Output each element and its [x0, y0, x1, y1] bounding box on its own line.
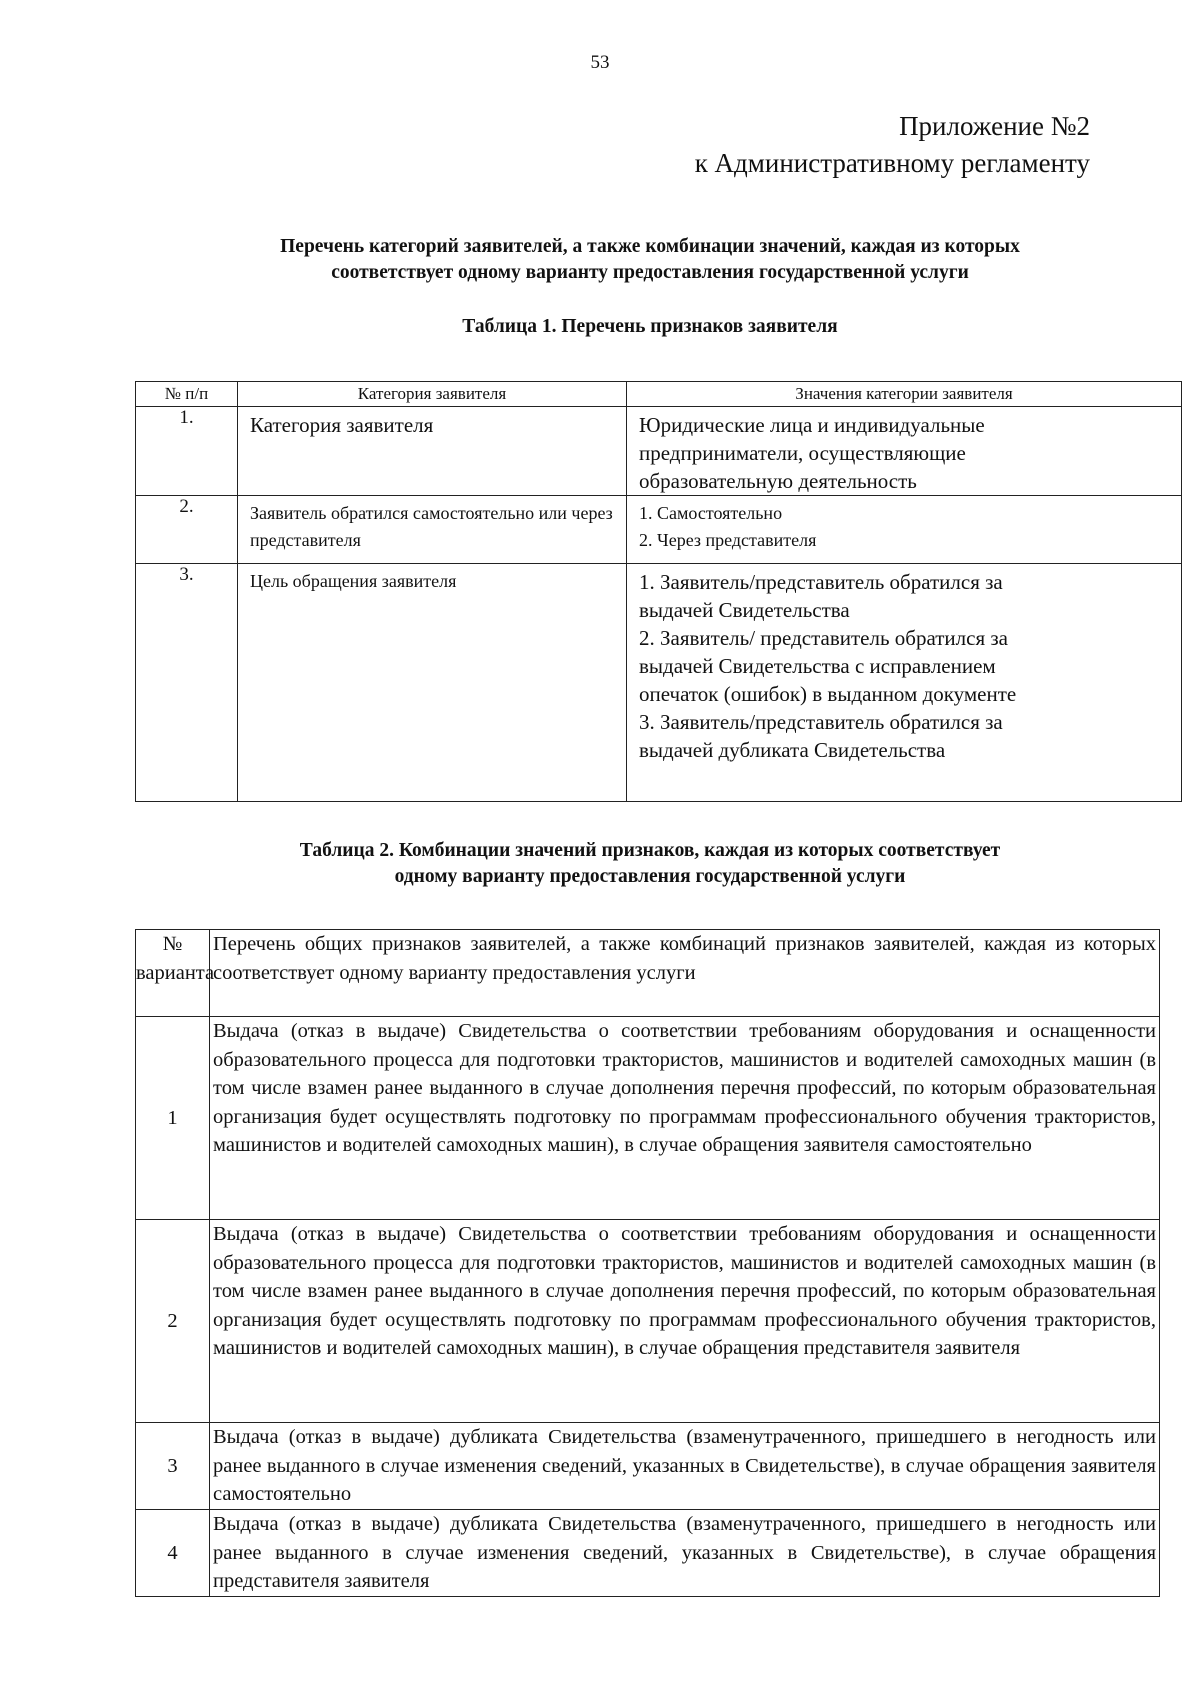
column-header-variant-number: № варианта [136, 930, 210, 1017]
service-variants-table [135, 929, 1160, 1597]
table2-title-line-2: одному варианту предоставления государственной услуги [394, 866, 906, 887]
table-row [136, 564, 1182, 802]
row-values [627, 564, 1182, 802]
appendix-label: Приложение №2 [899, 111, 1090, 141]
page-number: 53 [590, 52, 610, 73]
row-values [627, 407, 1182, 496]
value-line: Юридические лица и индивидуальные [639, 413, 985, 437]
variant-number: 4 [136, 1510, 210, 1597]
document-heading-line-1: Перечень категорий заявителей, а также комбинации значений, каждая из которых [280, 236, 1020, 257]
value-line: 3. Заявитель/представитель обратился за [639, 710, 1003, 734]
appendix-regulation: к Административному регламенту [694, 148, 1090, 178]
variant-description: Выдача (отказ в выдаче) Свидетельства о соответствии требованиям оборудования и оснащенности образовательного процесса для подготовки трактористов, машинистов и водителей самоходных машин (в том числе взамен ранее выданного в случае дополнения перечня профессий, по которым образовательная организация будет осуществлять подготовку по программам профессионального обучения трактористов, машинистов и водителей самоходных машин), в случае обращения заявителя самостоятельно [210, 1017, 1160, 1220]
table-row [136, 1017, 1160, 1220]
column-header-number: № п/п [136, 382, 238, 407]
value-line: 2. Заявитель/ представитель обратился за [639, 626, 1008, 650]
value-line: выдачей Свидетельства [639, 598, 850, 622]
value-line: 2. Через представителя [639, 530, 817, 550]
row-number: 3. [136, 564, 238, 802]
document-heading-line-2: соответствует одному варианту предоставления государственной услуги [331, 262, 969, 283]
value-line: предприниматели, осуществляющие [639, 441, 966, 465]
variant-description: Выдача (отказ в выдаче) Свидетельства о соответствии требованиям оборудования и оснащенности образовательного процесса для подготовки трактористов, машинистов и водителей самоходных машин (в том числе взамен ранее выданного в случае дополнения перечня профессий, по которым образовательная организация будет осуществлять подготовку по программам профессионального обучения трактористов, машинистов и водителей самоходных машин), в случае обращения представителя заявителя [210, 1220, 1160, 1423]
table-row [136, 1220, 1160, 1423]
value-line: выдачей дубликата Свидетельства [639, 738, 946, 762]
table2-title-line-1: Таблица 2. Комбинации значений признаков, каждая из которых соответствует [299, 840, 1001, 861]
row-number: 1. [136, 407, 238, 496]
column-header-values: Значения категории заявителя [627, 382, 1182, 407]
variant-number: 1 [136, 1017, 210, 1220]
row-category: Заявитель обратился самостоятельно или через представителя [238, 496, 627, 564]
table-header-row [136, 382, 1182, 407]
value-line: 1. Заявитель/представитель обратился за [639, 570, 1003, 594]
table-row [136, 1423, 1160, 1510]
value-line: 1. Самостоятельно [639, 503, 783, 523]
row-number: 2. [136, 496, 238, 564]
column-header-category: Категория заявителя [238, 382, 627, 407]
row-category: Категория заявителя [238, 407, 627, 496]
value-line: опечаток (ошибок) в выданном документе [639, 682, 1017, 706]
variant-number: 2 [136, 1220, 210, 1423]
table-header-row [136, 930, 1160, 1017]
row-category: Цель обращения заявителя [238, 564, 627, 802]
value-line: образовательную деятельность [639, 469, 917, 493]
table-row [136, 496, 1182, 564]
variant-number: 3 [136, 1423, 210, 1510]
applicant-attributes-table [135, 381, 1182, 802]
variant-description: Выдача (отказ в выдаче) дубликата Свидетельства (взаменутраченного, пришедшего в негодность или ранее выданного в случае изменения сведений, указанных в Свидетельстве), в случае обращения представителя заявителя [210, 1510, 1160, 1597]
table1-title: Таблица 1. Перечень признаков заявителя [462, 316, 838, 337]
variant-description: Выдача (отказ в выдаче) дубликата Свидетельства (взаменутраченного, пришедшего в негодность или ранее выданного в случае изменения сведений, указанных в Свидетельстве), в случае обращения заявителя самостоятельно [210, 1423, 1160, 1510]
table-row [136, 407, 1182, 496]
column-header-attributes: Перечень общих признаков заявителей, а также комбинаций признаков заявителей, каждая из которых соответствует одному варианту предоставления услуги [210, 930, 1160, 1017]
value-line: выдачей Свидетельства с исправлением [639, 654, 996, 678]
table-row [136, 1510, 1160, 1597]
row-values [627, 496, 1182, 564]
